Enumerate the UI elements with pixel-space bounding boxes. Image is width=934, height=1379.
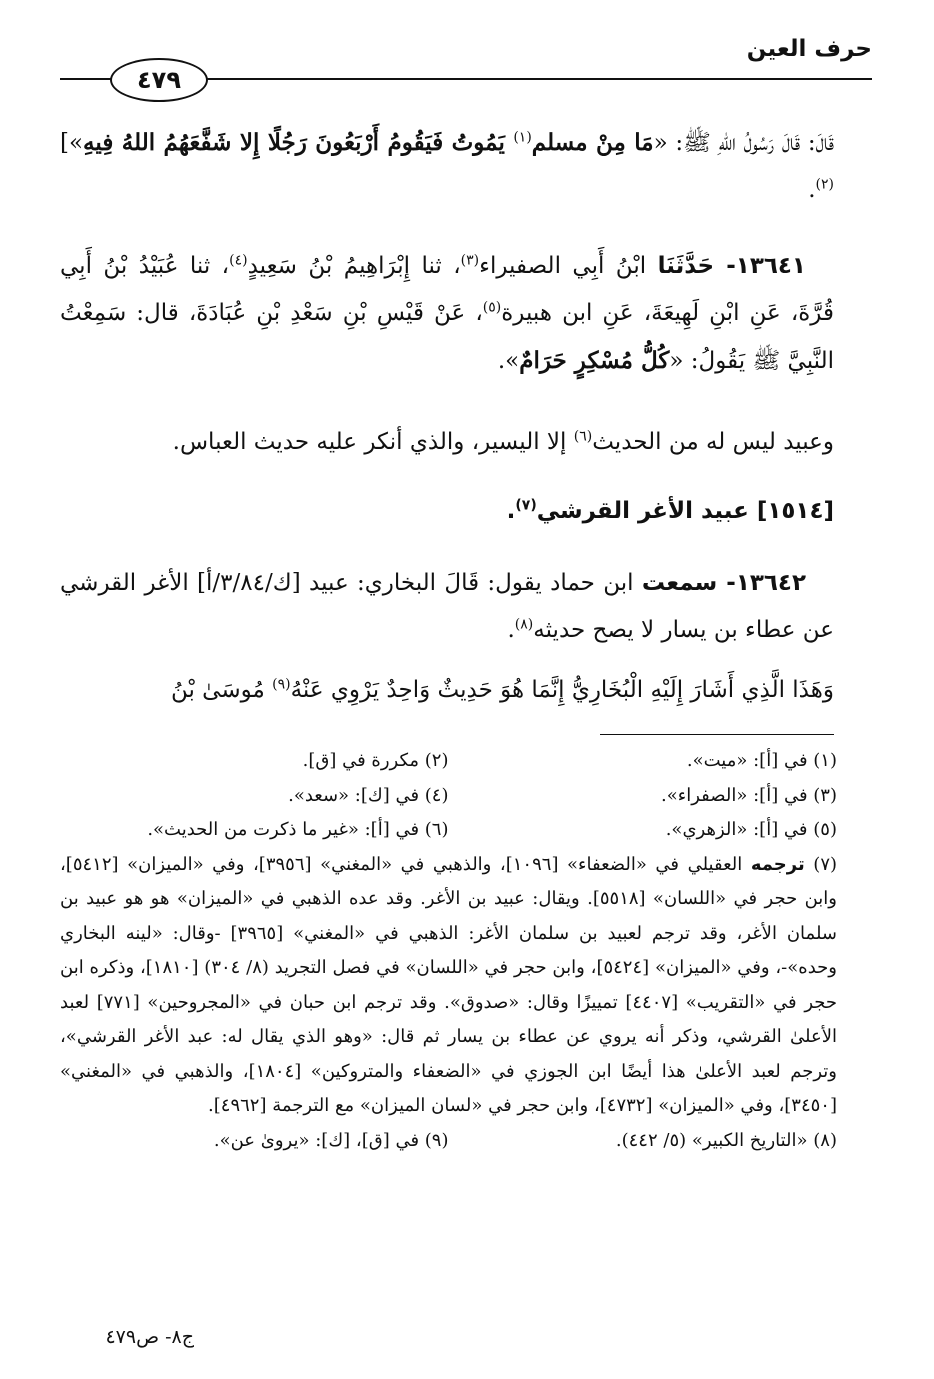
footnote-ref: (٥) [482,299,502,316]
paragraph-hadith-13642 [60,560,834,654]
hadith-number: ١٣٦٤١- [714,253,806,279]
footnote-ref: (٢) [815,176,834,193]
section-heading [60,488,834,535]
text: ابْنُ أَبِي الصفيراء [479,253,658,279]
footnote-5: (٥) في [أ]: «الزهري». [665,819,837,840]
text: ». [497,348,520,374]
text: وَهَذَا الَّذِي أَشَارَ إِلَيْهِ الْبُخَارِيُّ إِنَّمَا هُوَ حَدِيثٌ وَاحِدٌ يَرْوِي عَنْهُ [290,677,834,703]
footnote-1: (١) في [أ]: «ميت». [686,750,837,771]
footnote-4: (٤) في [ك]: «سعد». [288,784,449,806]
text: مُوسَىٰ بْنُ [170,677,273,703]
text: ، ثنا إِبْرَاهِيمُ بْنُ سَعِيدٍ [247,253,461,279]
footnote-3: (٣) في [أ]: «الصفراء». [661,784,837,806]
hadith-lead: حَدَّثَنَا [657,253,715,279]
footnote-separator [600,734,834,735]
text: إلا اليسير، والذي أنكر عليه حديث العباس. [172,429,574,455]
page-reference: ج٨- ص٤٧٩ [105,1326,194,1348]
hadith-text: يَمُوتُ فَيَقُومُ أَرْبَعُونَ رَجُلًا إِلا شَفَّعَهُمُ اللهُ فِيهِ [83,129,514,156]
text: وعبيد ليس له من الحديث [592,429,834,455]
footnote-ref: (١) [513,129,532,146]
footnote-ref: (٤) [229,252,248,269]
text: ، عَنْ قَيْسِ بْنِ سَعْدِ بْنِ عُبَادَةَ، قال: سَمِعْتُ النَّبِيَّ ﷺ يَقُولُ: « [60,300,834,374]
footnote-9: (٩) في [ق]، [ك]: «يروىٰ عن». [213,1129,449,1151]
hadith-text: كُلُّ مُسْكِرٍ حَرَامٌ [519,347,670,374]
text: قَالَ: قَالَ رَسُولُ اللهِ ﷺ: « [653,130,835,156]
text: »] [60,130,84,156]
footnote-ref: (٩) [272,676,291,693]
paragraph-5 [60,667,834,714]
footnote-8: (٨) «التاريخ الكبير» (٥/ ٤٤٢). [615,1129,837,1151]
footnote-row [60,744,837,779]
section-title: [١٥١٤] عبيد الأغر القرشي [536,498,834,524]
text: ، ثنا عُبَيْدُ بْنُ أَبِي قُرَّةَ، عَنِ ابْنِ لَهِيعَةَ، عَنِ ابن هبيرة [60,253,834,326]
footnote-text: العقيلي في «الضعفاء» [١٠٩٦]، والذهبي في «المغني» [٣٩٥٦]، وفي «الميزان» [٥٤١٢]، وابن حجر في «اللسان» [٥٥١٨]. ويقال: عبيد بن الأغر. وقد عده الذهبي في «الميزان» هو هو عبيد بن سلمان الأغر، وقد ترجم لعبيد بن سلمان الأغر: الذهبي في «المغني» [٣٩٦٥] -وقال: «لينه البخاري وحده»-، وفي «الميزان» [٥٤٢٤]، وابن حجر في «اللسان» في فصل التجريد (٨/ ٣٠٤) [١٨١٠]، وذكره ابن حجر في «التقريب» [٤٤٠٧] تمييزًا وقال: «صدوق». وقد ترجم ابن حبان في «المجروحين» [٧٧١] لعبد الأعلىٰ القرشي، وذكر أنه يروي عن عطاء بن يسار ثم قال: «وهو الذي يقال له: عبد الأغر القرشي»، وترجم لعبد الأعلىٰ هذا أيضًا ابن الجوزي في «الضعفاء والمتروكين» [١٨٠٤]، والذهبي في «المغني» [٣٤٥٠]، وفي «الميزان» [٤٧٣٢]، وابن حجر في «لسان الميزان» مع الترجمة [٤٩٦٢]. [60,853,837,1116]
footnote-row [60,1124,837,1159]
footnote-number: (٧) [804,853,838,875]
footnote-6: (٦) في [أ]: «غير ما ذكرت من الحديث». [147,819,449,840]
footnote-ref: (٧) [515,497,537,514]
hadith-text: مَا مِنْ مسلم [531,129,654,156]
text: . [507,617,515,643]
hadith-number: ١٣٦٤٢- [717,570,807,596]
footnote-ref: (٦) [573,428,593,445]
footnote-row [60,779,837,814]
text: . [808,177,816,203]
chapter-title: حرف العين [746,36,872,62]
paragraph-3 [60,419,834,466]
page-number-badge: ٤٧٩ [110,58,208,102]
hadith-lead: سمعت [641,570,718,596]
footnote-2: (٢) مكررة في [ق]. [302,750,449,771]
paragraph-hadith-13641 [60,243,834,385]
text: . [506,498,516,524]
paragraph-1 [60,119,834,214]
text: ابن حماد يقول: قَالَ البخاري: عبيد [ك/٣/٨٤/أ] الأغر القرشي عن عطاء بن يسار لا يصح حديثه [60,570,834,643]
footnote-row [60,813,837,848]
footnote-lead: ترجمه [750,853,805,875]
footnote-ref: (٣) [460,252,480,269]
footnotes [60,744,837,1158]
footnote-7 [60,848,837,1124]
footnote-ref: (٨) [514,616,534,633]
